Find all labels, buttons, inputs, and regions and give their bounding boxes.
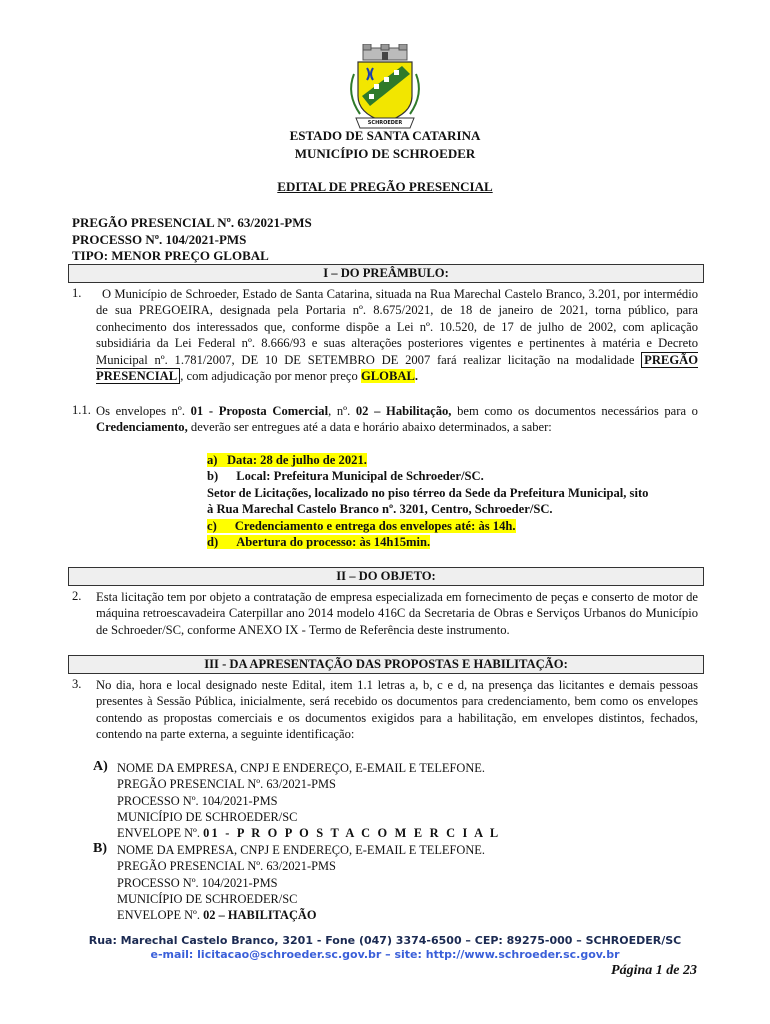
- global-highlight: GLOBAL: [360, 369, 415, 384]
- item-number-1: 1.: [72, 286, 82, 300]
- page-number: Página 1 de 23: [611, 963, 697, 978]
- section-header-objeto: II – DO OBJETO:: [68, 567, 704, 586]
- schedule-setor-line1: Setor de Licitações, localizado no piso térreo da Sede da Prefeitura Municipal, sito: [207, 485, 649, 500]
- item-number-1-1: 1.1.: [72, 403, 91, 417]
- envelope-a-line2: PREGÃO PRESENCIAL Nº. 63/2021-PMS: [117, 777, 336, 792]
- envelope-b-line2: PREGÃO PRESENCIAL Nº. 63/2021-PMS: [117, 859, 336, 874]
- p11-text-g: deverão ser entregues até a data e horário abaixo determinados, a saber:: [190, 420, 552, 435]
- envelope-a-line3: PROCESSO Nº. 104/2021-PMS: [117, 793, 278, 808]
- footer-contact: e-mail: licitacao@schroeder.sc.gov.br – site: http://www.schroeder.sc.gov.br: [150, 948, 620, 961]
- schedule-list: [207, 452, 707, 550]
- footer-address: Rua: Marechal Castelo Branco, 3201 - Fone (047) 3374-6500 – CEP: 89275-000 – SCHROEDER/SC: [88, 934, 682, 947]
- item-number-3: 3.: [72, 677, 82, 691]
- item-number-2: 2.: [72, 589, 82, 603]
- municipality-title: MUNICÍPIO DE SCHROEDER: [294, 146, 476, 161]
- p11-text-a: Os envelopes nº.: [96, 404, 185, 418]
- processo-number: PROCESSO Nº. 104/2021-PMS: [72, 232, 247, 247]
- preambulo-text: O Município de Schroeder, Estado de Santa Catarina, situada na Rua Marechal Castelo Branco, 3.201, por intermédio de sua PREGOEIRA, designada pela Portaria nº. 8.675/2021, de 18 de janeiro de 2021, torna público, para conhecimento dos interessados que, conforme dispõe a Lei nº. 10.520, de 17 de julho de 2002, com aplicação subsidiária da Lei Federal nº. 8.666/93 e suas alterações posteriores vigentes e pertinentes à matéria e Decreto Municipal nº. 1.781/2007, DE 10 DE SETEMBRO DE 2007 fará realizar licitação na modalidade: [96, 287, 698, 367]
- state-title: ESTADO DE SANTA CATARINA: [289, 128, 481, 143]
- envelope-a-line5: ENVELOPE Nº. 01 - P R O P O S T A C O M E R C I A L: [117, 826, 501, 841]
- paragraph-envelopes: [96, 403, 698, 436]
- municipal-crest: [340, 44, 430, 130]
- p11-credenciamento: Credenciamento,: [96, 420, 188, 435]
- paragraph-preambulo: [96, 286, 698, 384]
- schedule-item-d: d) Abertura do processo: às 14h15min.: [207, 535, 431, 550]
- envelope-b-line4: MUNICÍPIO DE SCHROEDER/SC: [117, 891, 298, 906]
- adjudicacao-text: , com adjudicação por menor preço: [180, 369, 358, 384]
- p11-habilitacao: 02 – Habilitação,: [355, 404, 452, 418]
- envelope-b-line5: ENVELOPE Nº. 02 – HABILITAÇÃO: [117, 908, 317, 923]
- pregao-number: PREGÃO PRESENCIAL Nº. 63/2021-PMS: [72, 215, 312, 230]
- envelope-a-line4: MUNICÍPIO DE SCHROEDER/SC: [117, 809, 298, 824]
- envelope-a-label: A): [93, 759, 108, 774]
- paragraph-apresentacao: No dia, hora e local designado neste Edital, item 1.1 letras a, b, c e d, na presença das licitantes e demais pessoas presentes à Sessão Pública, inicialmente, será recebido os documentos para credenciamento, bem como os envelopes contendo as propostas comerciais e os documentos exigidos para a habilitação, em envelopes distintos, fechados, contendo na parte externa, a seguinte identificação:: [96, 678, 698, 742]
- schedule-item-a: a) Data: 28 de julho de 2021.: [207, 453, 367, 467]
- document-title: EDITAL DE PREGÃO PRESENCIAL: [277, 179, 493, 194]
- schedule-item-b: b) Local: Prefeitura Municipal de Schroeder/SC.: [207, 469, 484, 484]
- envelope-b-label: B): [93, 841, 107, 856]
- p11-text-c: , nº.: [328, 404, 351, 418]
- schedule-item-c: c) Credenciamento e entrega dos envelopes até: às 14h.: [207, 518, 516, 533]
- p11-text-e: bem como os documentos necessários para o: [457, 404, 698, 418]
- envelope-b-line1: NOME DA EMPRESA, CNPJ E ENDEREÇO, E-EMAIL E TELEFONE.: [117, 843, 485, 857]
- paragraph-objeto: Esta licitação tem por objeto a contratação de empresa especializada em fornecimento de peças e conserto de motor de máquina retroescavadeira Caterpillar ano 2014 modelo 416C da Secretaria de Obras e Serviços Urbanos do Município de Schroeder/SC, conforme ANEXO IX - Termo de Referência deste instrumento.: [96, 590, 698, 637]
- envelope-b-block: [117, 842, 485, 923]
- section-header-preambulo: I – DO PREÂMBULO:: [68, 264, 704, 283]
- tipo-label: TIPO: MENOR PREÇO GLOBAL: [72, 248, 269, 263]
- envelope-a-line1: NOME DA EMPRESA, CNPJ E ENDEREÇO, E-EMAIL E TELEFONE.: [117, 761, 485, 775]
- crest-ribbon-text: SCHROEDER: [367, 120, 403, 126]
- p11-proposta: 01 - Proposta Comercial: [190, 404, 329, 418]
- envelope-b-line3: PROCESSO Nº. 104/2021-PMS: [117, 875, 278, 890]
- section-header-propostas: III - DA APRESENTAÇÃO DAS PROPOSTAS E HABILITAÇÃO:: [68, 655, 704, 674]
- envelope-a-block: [117, 760, 500, 841]
- schedule-setor-line2: à Rua Marechal Castelo Branco nº. 3201, Centro, Schroeder/SC.: [207, 502, 553, 517]
- modalidade-box: PREGÃO PRESENCIAL: [96, 352, 698, 384]
- preambulo-end: .: [414, 369, 419, 384]
